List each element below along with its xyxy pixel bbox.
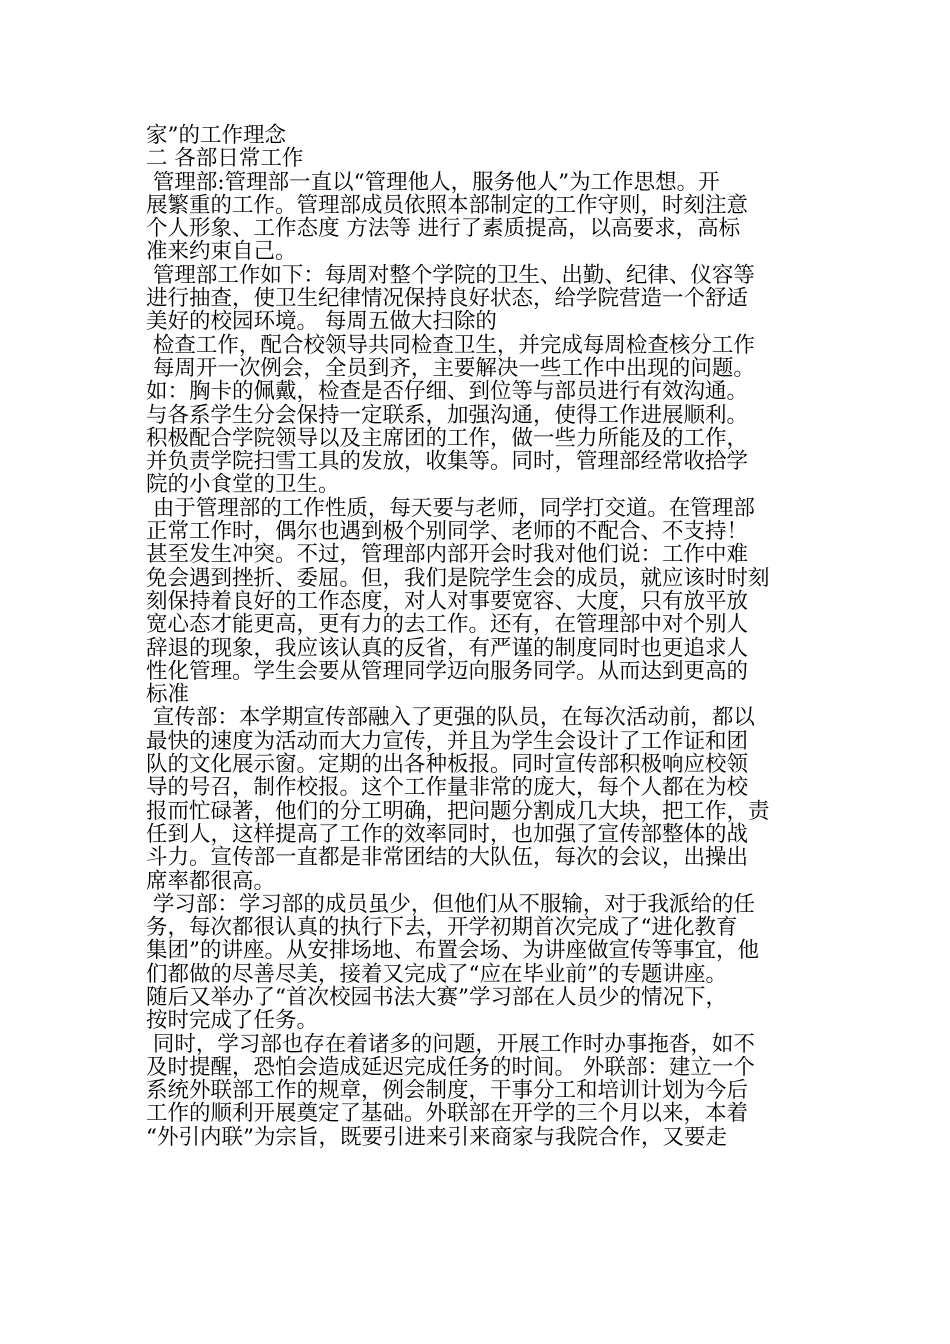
text-line: 如：胸卡的佩戴，检查是否仔细、到位等与部员进行有效沟通。: [146, 379, 749, 405]
text-line: 个人形象、工作态度 方法等 进行了素质提高，以高要求，高标: [146, 216, 741, 242]
text-line: 队的文化展示窗。定期的出各种板报。同时宣传部积极响应校领: [146, 752, 749, 778]
text-line: 宣传部：本学期宣传部融入了更强的队员，在每次活动前，都以: [146, 705, 755, 731]
text-line: 及时提醒，恐怕会造成延迟完成任务的时间。 外联部：建立一个: [146, 1054, 755, 1080]
text-line: 按时完成了任务。: [146, 1008, 319, 1034]
text-line: 宽心态才能更高，更有力的去工作。还有，在管理部中对个别人: [146, 612, 749, 638]
text-line: 积极配合学院领导以及主席团的工作，做一些力所能及的工作，: [146, 425, 749, 451]
text-line: 集团”的讲座。从安排场地、布置会场、为讲座做宣传等事宜，他: [146, 938, 759, 964]
text-line: 们都做的尽善尽美，接着又完成了“应在毕业前”的专题讲座。: [146, 961, 727, 987]
text-line: 学习部：学习部的成员虽少，但他们从不服输，对于我派给的任: [146, 891, 755, 917]
text-line: 免会遇到挫折、委屈。但，我们是院学生会的成员，就应该时时刻: [146, 565, 770, 591]
text-line: 务，每次都很认真的执行下去，开学初期首次完成了“进化教育: [146, 915, 738, 941]
text-line: 斗力。宣传部一直都是非常团结的大队伍，每次的会议，出操出: [146, 845, 749, 871]
text-line: 任到人，这样提高了工作的效率同时，也加强了宣传部整体的战: [146, 821, 749, 847]
text-line: 二 各部日常工作: [146, 146, 304, 172]
text-line: 工作的顺利开展奠定了基础。外联部在开学的三个月以来，本着: [146, 1101, 749, 1127]
text-line: 管理部:管理部一直以“管理他人，服务他人”为工作思想。开: [146, 169, 720, 195]
text-line: 最快的速度为活动而大力宣传，并且为学生会设计了工作证和团: [146, 728, 749, 754]
text-line: 刻保持着良好的工作态度，对人对事要宽容、大度，只有放平放: [146, 588, 749, 614]
text-line: 系统外联部工作的规章，例会制度，干事分工和培训计划为今后: [146, 1078, 749, 1104]
text-line: 与各系学生分会保持一定联系，加强沟通，使得工作进展顺利。: [146, 402, 749, 428]
text-line: 管理部工作如下：每周对整个学院的卫生、出勤、纪律、仪容等: [146, 262, 755, 288]
text-line: 每周开一次例会，全员到齐，主要解决一些工作中出现的问题。: [146, 355, 755, 381]
text-line: 展繁重的工作。管理部成员依照本部制定的工作守则，时刻注意: [146, 192, 749, 218]
text-line: 随后又举办了“首次校园书法大赛”学习部在人员少的情况下，: [146, 984, 727, 1010]
text-line: 辞退的现象，我应该认真的反省，有严谨的制度同时也更追求人: [146, 635, 749, 661]
text-line: “外引内联”为宗旨，既要引进来引来商家与我院合作，又要走: [146, 1124, 727, 1150]
text-line: 美好的校园环境。 每周五做大扫除的: [146, 309, 497, 335]
text-line: 检查工作，配合校领导共同检查卫生，并完成每周检查核分工作: [146, 332, 755, 358]
document-body: [146, 124, 810, 1149]
text-line: 席率都很高。: [146, 868, 276, 894]
text-line: 导的号召，制作校报。这个工作量非常的庞大，每个人都在为校: [146, 775, 749, 801]
text-line: 同时，学习部也存在着诸多的问题，开展工作时办事拖沓，如不: [146, 1031, 755, 1057]
text-line: 性化管理。学生会要从管理同学迈向服务同学。从而达到更高的: [146, 658, 749, 684]
text-line: 家”的工作理念: [146, 123, 286, 148]
text-line: 并负责学院扫雪工具的发放，收集等。同时，管理部经常收拾学: [146, 449, 749, 475]
text-line: 正常工作时，偶尔也遇到极个别同学、老师的不配合、不支持！: [146, 519, 749, 545]
text-line: 准来约束自己。: [146, 239, 297, 265]
text-line: 进行抽查，使卫生纪律情况保持良好状态，给学院营造一个舒适: [146, 286, 749, 312]
text-line: 标准: [146, 682, 190, 708]
text-line: 院的小食堂的卫生。: [146, 472, 340, 498]
text-line: 甚至发生冲突。不过，管理部内部开会时我对他们说：工作中难: [146, 542, 749, 568]
text-line: 由于管理部的工作性质，每天要与老师，同学打交道。在管理部: [146, 495, 755, 521]
text-line: 报而忙碌著，他们的分工明确，把问题分割成几大块，把工作，责: [146, 798, 770, 824]
